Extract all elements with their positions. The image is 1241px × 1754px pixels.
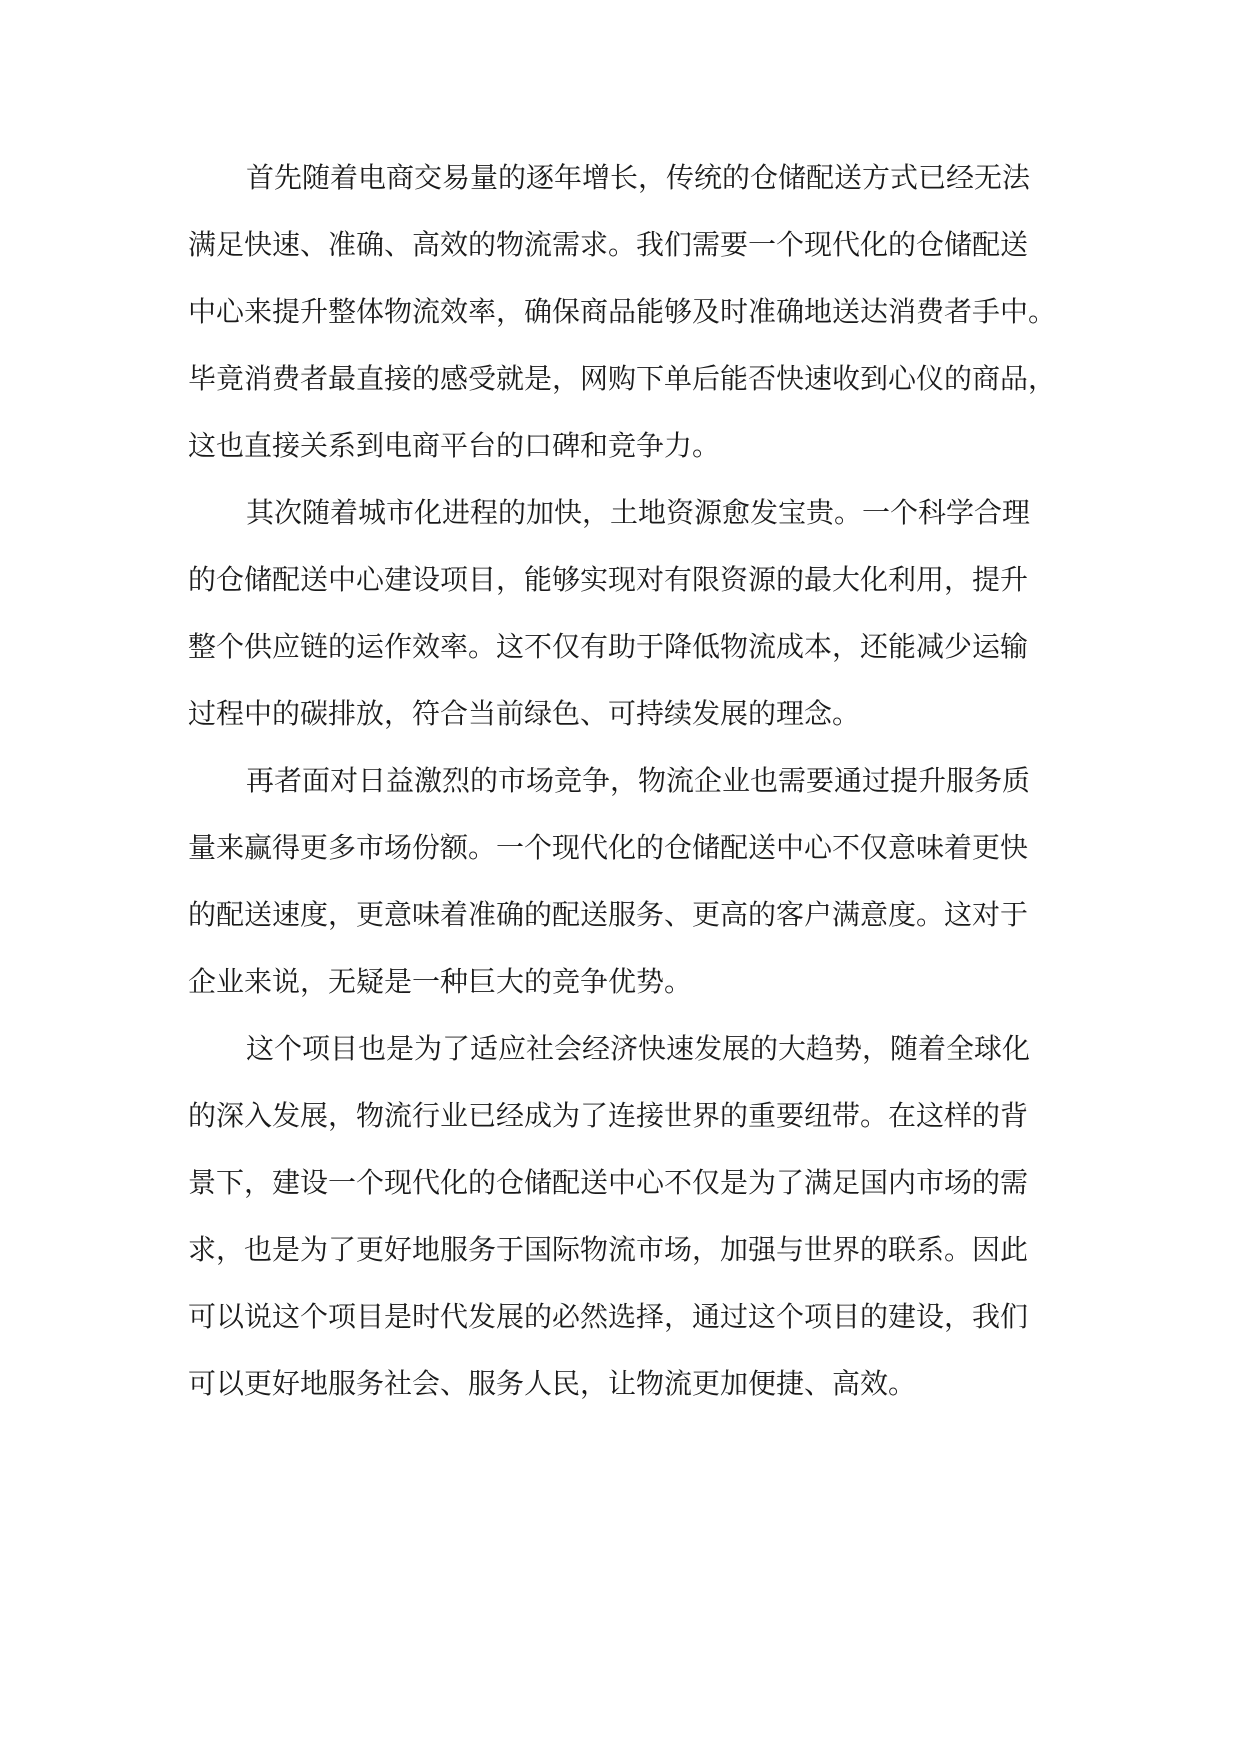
paragraph-line: 求，也是为了更好地服务于国际物流市场，加强与世界的联系。因此 — [188, 1233, 1029, 1266]
paragraph-line: 中心来提升整体物流效率，确保商品能够及时准确地送达消费者手中。 — [188, 295, 1057, 328]
paragraph-line: 的仓储配送中心建设项目，能够实现对有限资源的最大化利用，提升 — [188, 563, 1029, 596]
paragraph-line: 景下，建设一个现代化的仓储配送中心不仅是为了满足国内市场的需 — [188, 1166, 1029, 1199]
document-body — [188, 144, 1058, 1417]
paragraph-line: 满足快速、准确、高效的物流需求。我们需要一个现代化的仓储配送 — [188, 228, 1029, 261]
paragraph-3 — [188, 747, 1058, 1015]
paragraph-2 — [188, 479, 1058, 747]
paragraph-line: 首先随着电商交易量的逐年增长，传统的仓储配送方式已经无法 — [246, 161, 1031, 194]
paragraph-line: 可以说这个项目是时代发展的必然选择，通过这个项目的建设，我们 — [188, 1300, 1029, 1333]
paragraph-line: 毕竟消费者最直接的感受就是，网购下单后能否快速收到心仪的商品， — [188, 362, 1057, 395]
paragraph-line: 量来赢得更多市场份额。一个现代化的仓储配送中心不仅意味着更快 — [188, 831, 1029, 864]
paragraph-line: 可以更好地服务社会、服务人民，让物流更加便捷、高效。 — [188, 1367, 917, 1400]
paragraph-line: 再者面对日益激烈的市场竞争，物流企业也需要通过提升服务质 — [246, 764, 1031, 797]
paragraph-line: 这个项目也是为了适应社会经济快速发展的大趋势，随着全球化 — [246, 1032, 1031, 1065]
paragraph-1 — [188, 144, 1058, 479]
paragraph-line: 企业来说，无疑是一种巨大的竞争优势。 — [188, 965, 693, 998]
paragraph-line: 过程中的碳排放，符合当前绿色、可持续发展的理念。 — [188, 697, 861, 730]
paragraph-line: 整个供应链的运作效率。这不仅有助于降低物流成本，还能减少运输 — [188, 630, 1029, 663]
paragraph-line: 的配送速度，更意味着准确的配送服务、更高的客户满意度。这对于 — [188, 898, 1029, 931]
paragraph-line: 这也直接关系到电商平台的口碑和竞争力。 — [188, 429, 721, 462]
paragraph-line: 的深入发展，物流行业已经成为了连接世界的重要纽带。在这样的背 — [188, 1099, 1029, 1132]
paragraph-4 — [188, 1015, 1058, 1417]
paragraph-line: 其次随着城市化进程的加快，土地资源愈发宝贵。一个科学合理 — [246, 496, 1031, 529]
